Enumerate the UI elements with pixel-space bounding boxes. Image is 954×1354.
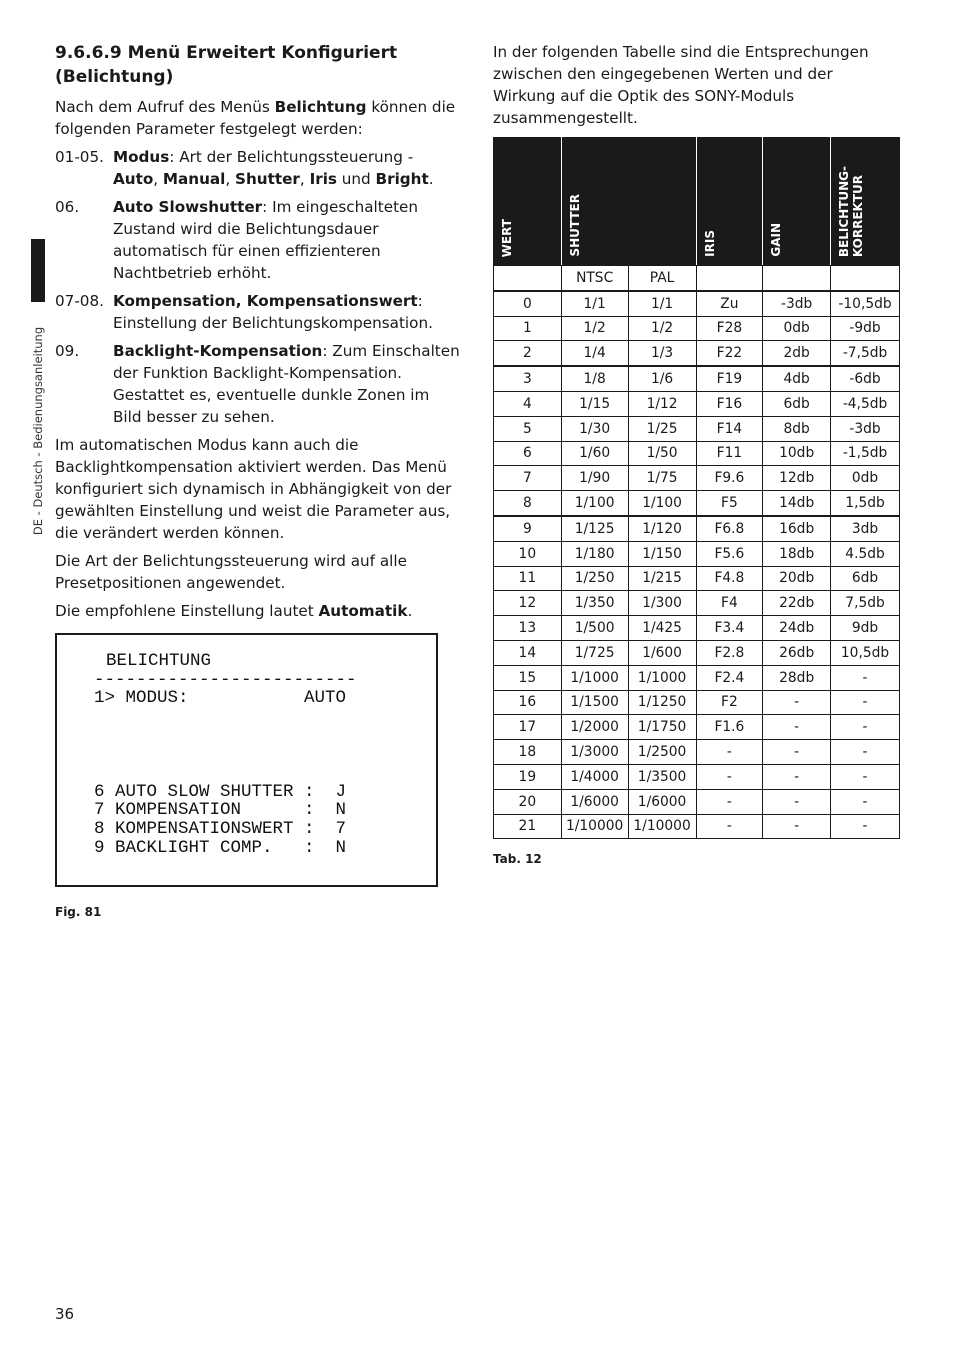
table-cell: 1/90 [561,466,628,491]
table-cell: F2 [696,690,763,715]
table-cell: F14 [696,416,763,441]
table-cell: - [831,690,900,715]
table-cell: 22db [763,591,831,616]
table-cell: 12 [494,591,562,616]
table-row [494,341,900,366]
table-row [494,491,900,516]
table-cell: 1/125 [561,516,628,541]
table-cell: -4,5db [831,391,900,416]
left-column [55,41,460,628]
table-cell: - [831,764,900,789]
body-paragraph: Im automatischen Modus kann auch die Backlightkompensation aktiviert werden. Das Menü konfiguriert sich dynamisch in Abhängigkeit von der gewählten Einstellung und weist die Parameter aus, die verändert werden können. [55,436,452,542]
subheader-empty [831,266,900,291]
table-cell: 1/1250 [628,690,696,715]
table-cell: 3 [494,366,562,391]
table-cell: 1/425 [628,616,696,641]
table-cell: 26db [763,640,831,665]
table-cell: 1/3000 [561,740,628,765]
subheader-pal: PAL [628,266,696,291]
table-cell: 6db [763,391,831,416]
intro-paragraph: Nach dem Aufruf des Menüs Belichtung können die folgenden Parameter festgelegt werden: [55,98,456,138]
table-cell: 1/1 [628,291,696,316]
table-cell: - [763,715,831,740]
table-cell: 1,5db [831,491,900,516]
table-cell: 3db [831,516,900,541]
osd-line-backlight: 9 BACKLIGHT COMP. : N [94,838,347,858]
table-cell: F22 [696,341,763,366]
table-cell: 7,5db [831,591,900,616]
table-cell: 1/3 [628,341,696,366]
table-cell: 18db [763,541,831,566]
table-cell: 1/250 [561,566,628,591]
table-cell: 1/1000 [561,665,628,690]
table-cell: 7 [494,466,562,491]
subheader-empty [763,266,831,291]
table-cell: 6 [494,441,562,466]
table-cell: 1/10000 [561,814,628,839]
osd-title: BELICHTUNG [106,651,212,671]
figure-caption: Fig. 81 [55,905,102,919]
section-heading: 9.6.6.9 Menü Erweitert Konfiguriert (Belichtung) [55,43,398,87]
table-cell: F1.6 [696,715,763,740]
table-cell: -3db [763,291,831,316]
table-cell: - [696,814,763,839]
sidebar-language-label: DE - Deutsch - Bedienungsanleitung [31,326,45,536]
table-cell: 1/1750 [628,715,696,740]
table-row [494,466,900,491]
table-cell: - [696,740,763,765]
table-cell: 24db [763,616,831,641]
table-cell: 2 [494,341,562,366]
table-cell: 14db [763,491,831,516]
table-cell: F2.4 [696,665,763,690]
table-cell: 28db [763,665,831,690]
table-cell: 1/4000 [561,764,628,789]
table-cell: 0db [763,316,831,341]
table-row [494,814,900,839]
header-gain: GAIN [763,138,831,266]
table-row [494,566,900,591]
table-cell: 1/100 [628,491,696,516]
table-row [494,789,900,814]
table-cell: 1/600 [628,640,696,665]
table-cell: -3db [831,416,900,441]
table-caption: Tab. 12 [493,852,542,866]
table-cell: F28 [696,316,763,341]
table-cell: 1/75 [628,466,696,491]
table-row [494,640,900,665]
table-cell: 1/10000 [628,814,696,839]
subheader-empty [494,266,562,291]
table-cell: 1/725 [561,640,628,665]
header-belichtung-korrektur: BELICHTUNG- KORREKTUR [831,138,900,266]
table-cell: 1 [494,316,562,341]
table-cell: 10 [494,541,562,566]
table-cell: -9db [831,316,900,341]
table-cell: 1/50 [628,441,696,466]
header-iris: IRIS [696,138,763,266]
table-cell: 1/1000 [628,665,696,690]
table-cell: F11 [696,441,763,466]
table-cell: 18 [494,740,562,765]
sidebar-tab-marker [31,239,45,302]
list-item: 06. Auto Slowshutter: Im eingeschalteten Zustand wird die Belichtungsdauer automatisch für einen effizienteren Nachtbetrieb erhöht. [55,198,418,282]
recommendation-paragraph: Die empfohlene Einstellung lautet Automatik. [55,602,413,620]
table-row [494,391,900,416]
table-cell: - [763,814,831,839]
table-cell: 9 [494,516,562,541]
table-cell: 1/2 [628,316,696,341]
table-cell: -1,5db [831,441,900,466]
table-intro-paragraph: In der folgenden Tabelle sind die Entsprechungen zwischen den eingegebenen Werten und der Wirkung auf die Optik des SONY-Moduls zusammengestellt. [493,43,869,127]
table-cell: 1/4 [561,341,628,366]
table-cell: 1/3500 [628,764,696,789]
table-cell: 1/2000 [561,715,628,740]
right-column [493,41,903,135]
table-cell: 6db [831,566,900,591]
table-cell: 8 [494,491,562,516]
table-cell: - [763,690,831,715]
table-cell: F4 [696,591,763,616]
table-cell: 1/100 [561,491,628,516]
table-cell: - [831,789,900,814]
table-cell: 4 [494,391,562,416]
table-cell: 4db [763,366,831,391]
table-row [494,366,900,391]
table-cell: - [763,789,831,814]
table-row [494,516,900,541]
table-row [494,416,900,441]
table-cell: 13 [494,616,562,641]
table-cell: F19 [696,366,763,391]
table-row [494,541,900,566]
list-item: 07-08. Kompensation, Kompensationswert: Einstellung der Belichtungskompensation. [55,292,433,332]
table-cell: 8db [763,416,831,441]
subheader-ntsc: NTSC [561,266,628,291]
table-cell: 16 [494,690,562,715]
table-cell: 1/215 [628,566,696,591]
table-cell: 1/6000 [628,789,696,814]
table-cell: 16db [763,516,831,541]
table-row [494,690,900,715]
table-row [494,316,900,341]
table-cell: -10,5db [831,291,900,316]
table-cell: 1/2500 [628,740,696,765]
page-number: 36 [55,1305,75,1323]
table-cell: 1/30 [561,416,628,441]
table-cell: - [696,764,763,789]
table-cell: 9db [831,616,900,641]
table-row [494,441,900,466]
table-cell: Zu [696,291,763,316]
table-cell: 1/60 [561,441,628,466]
list-item: 09. Backlight-Kompensation: Zum Einschalten der Funktion Backlight-Kompensation. Gestattet es, eventuelle dunkle Zonen im Bild besser zu sehen. [55,342,460,426]
table-cell: - [831,665,900,690]
list-item: 01-05. Modus: Art der Belichtungssteuerung - Auto, Manual, Shutter, Iris und Bright. [55,148,434,188]
table-cell: 1/8 [561,366,628,391]
table-row [494,665,900,690]
table-cell: 5 [494,416,562,441]
body-paragraph: Die Art der Belichtungssteuerung wird auf alle Presetpositionen angewendet. [55,552,407,592]
table-row [494,715,900,740]
table-cell: 20 [494,789,562,814]
table-row [494,291,900,316]
table-cell: F5 [696,491,763,516]
table-cell: 1/2 [561,316,628,341]
table-cell: 10db [763,441,831,466]
table-cell: 2db [763,341,831,366]
table-cell: -6db [831,366,900,391]
table-cell: - [831,715,900,740]
table-cell: 19 [494,764,562,789]
header-shutter: SHUTTER [561,138,696,266]
table-cell: 17 [494,715,562,740]
table-cell: F16 [696,391,763,416]
table-cell: 0db [831,466,900,491]
table-cell: 14 [494,640,562,665]
table-cell: 0 [494,291,562,316]
table-cell: 1/12 [628,391,696,416]
table-cell: - [696,789,763,814]
table-cell: -7,5db [831,341,900,366]
table-cell: 20db [763,566,831,591]
table-cell: 1/150 [628,541,696,566]
osd-rule: ------------------------- [94,670,357,690]
table-cell: 11 [494,566,562,591]
table-cell: 1/6000 [561,789,628,814]
table-cell: - [763,740,831,765]
table-cell: 1/1500 [561,690,628,715]
table-cell: 1/1 [561,291,628,316]
table-cell: 1/15 [561,391,628,416]
table-cell: 1/180 [561,541,628,566]
table-body [494,291,900,839]
table-cell: 1/25 [628,416,696,441]
table-cell: 4.5db [831,541,900,566]
table-cell: 12db [763,466,831,491]
table-cell: 15 [494,665,562,690]
table-cell: F9.6 [696,466,763,491]
osd-menu-screen [55,633,438,887]
table-cell: F6.8 [696,516,763,541]
table-cell: - [831,740,900,765]
table-cell: 1/350 [561,591,628,616]
table-cell: 1/300 [628,591,696,616]
table-cell: F4.8 [696,566,763,591]
table-row [494,740,900,765]
osd-line-modus: 1> MODUS: AUTO [94,688,347,708]
table-row [494,591,900,616]
osd-line-kompensation: 7 KOMPENSATION : N [94,800,347,820]
table-row [494,764,900,789]
exposure-table [493,137,900,839]
table-cell: F2.8 [696,640,763,665]
table-cell: - [831,814,900,839]
table-cell: F3.4 [696,616,763,641]
header-wert: WERT [494,138,562,266]
osd-line-slow-shutter: 6 AUTO SLOW SHUTTER : J [94,782,347,802]
table-cell: - [763,764,831,789]
table-cell: F5.6 [696,541,763,566]
table-cell: 1/120 [628,516,696,541]
table-cell: 1/500 [561,616,628,641]
table-cell: 10,5db [831,640,900,665]
table-cell: 21 [494,814,562,839]
table-cell: 1/6 [628,366,696,391]
table-row [494,616,900,641]
subheader-empty [696,266,763,291]
osd-line-kompensationswert: 8 KOMPENSATIONSWERT : 7 [94,819,347,839]
